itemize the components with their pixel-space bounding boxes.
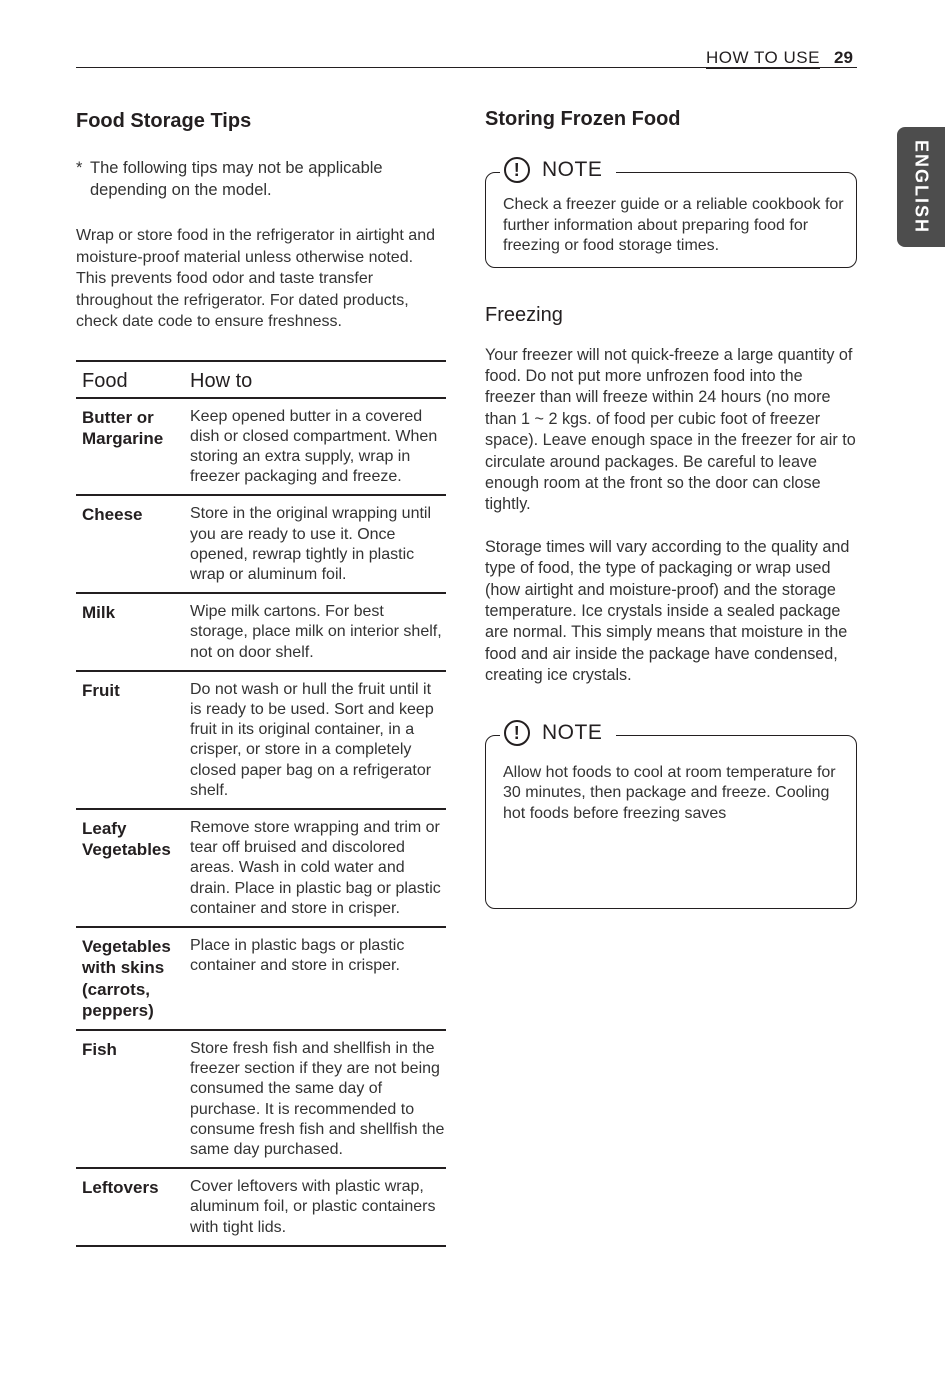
table-row <box>76 398 446 496</box>
how-to-cell: Store fresh fish and shellfish in the freezer section if they are not being consumed the same day of purchase. It is recommended to consume fresh fish and shellfish the same day purchased. <box>183 1030 446 1168</box>
food-cell: Leafy Vegetables <box>76 809 183 927</box>
language-tab-label: ENGLISH <box>911 139 932 235</box>
food-cell: Leftovers <box>76 1168 183 1246</box>
how-to-cell: Do not wash or hull the fruit until it is ready to be used. Sort and keep fruit in its original container, in a crisper, or store in a completely closed paper bag on a refrigerator shelf. <box>183 671 446 809</box>
running-header-section: HOW TO USE <box>706 48 820 67</box>
page-number: 29 <box>834 48 853 67</box>
table-row <box>76 809 446 927</box>
note-box-hot-foods <box>485 720 857 909</box>
food-storage-table <box>76 360 446 1247</box>
table-header-row <box>76 361 446 398</box>
freezing-paragraph-2: Storage times will vary according to the quality and type of food, the type of packaging or wrap used (how airtight and moisture-proof) and the storage temperature. Ice crystals inside a sealed package are normal. This simply means that moisture in the food and air inside the package have condensed, creating ice crystals. <box>485 537 850 685</box>
how-to-cell: Place in plastic bags or plastic container and store in crisper. <box>183 927 446 1030</box>
left-column <box>76 110 446 1247</box>
food-cell: Cheese <box>76 495 183 593</box>
right-column <box>485 108 857 909</box>
header-divider <box>76 67 857 68</box>
food-cell: Fish <box>76 1030 183 1168</box>
table-row <box>76 927 446 1030</box>
table-row <box>76 1030 446 1168</box>
how-to-cell: Cover leftovers with plastic wrap, aluminum foil, or plastic containers with tight lids. <box>183 1168 446 1246</box>
note-label-text: NOTE <box>542 158 603 181</box>
asterisk-icon: * <box>76 159 83 177</box>
how-to-cell: Keep opened butter in a covered dish or closed compartment. When storing an extra supply, wrap in freezer packaging and freeze. <box>183 398 446 496</box>
how-to-cell: Wipe milk cartons. For best storage, place milk on interior shelf, not on door shelf. <box>183 593 446 671</box>
language-tab <box>897 127 945 247</box>
table-row <box>76 671 446 809</box>
food-storage-tips-title: Food Storage Tips <box>76 110 252 132</box>
food-cell: Milk <box>76 593 183 671</box>
note-text: Check a freezer guide or a reliable cookbook for further information about preparing food for freezing or food storage times. <box>503 196 844 254</box>
note-box-freezer-guide <box>485 158 857 268</box>
table-row <box>76 495 446 593</box>
storing-frozen-food-title: Storing Frozen Food <box>485 108 681 130</box>
note-label-text: NOTE <box>542 720 603 744</box>
storage-intro-paragraph: Wrap or store food in the refrigerator in airtight and moisture-proof material unless otherwise noted. This prevents food odor and taste transfer throughout the refrigerator. For dated products, check date code to ensure freshness. <box>76 227 435 330</box>
column-header-food: Food <box>76 361 183 398</box>
freezing-subtitle: Freezing <box>485 303 563 326</box>
column-header-how-to: How to <box>183 361 446 398</box>
model-applicability-text: The following tips may not be applicable depending on the model. <box>90 159 383 199</box>
note-text: Allow hot foods to cool at room temperature for 30 minutes, then package and freeze. Cooling hot foods before freezing saves <box>503 763 836 822</box>
note-label <box>500 720 616 746</box>
exclamation-icon: ! <box>504 720 530 746</box>
food-cell: Fruit <box>76 671 183 809</box>
freezing-paragraph-1: Your freezer will not quick-freeze a large quantity of food. Do not put more unfrozen food into the freezer than will freeze within 24 hours (no more than 1 ~ 2 kgs. of food per cubic foot of freezer space). Leave enough space in the freezer for air to circulate around packages. Be careful to leave enough room at the front so the door can close tightly. <box>485 345 856 514</box>
food-cell: Butter or Margarine <box>76 398 183 496</box>
food-cell: Vegetables with skins (carrots, peppers) <box>76 927 183 1030</box>
table-row <box>76 593 446 671</box>
how-to-cell: Remove store wrapping and trim or tear off bruised and discolored areas. Wash in cold water and drain. Place in plastic bag or plastic container and store in crisper. <box>183 809 446 927</box>
exclamation-icon: ! <box>504 157 530 183</box>
model-applicability-note <box>76 157 446 201</box>
note-label <box>500 157 616 183</box>
table-row <box>76 1168 446 1246</box>
how-to-cell: Store in the original wrapping until you are ready to use it. Once opened, rewrap tightly in plastic wrap or aluminum foil. <box>183 495 446 593</box>
